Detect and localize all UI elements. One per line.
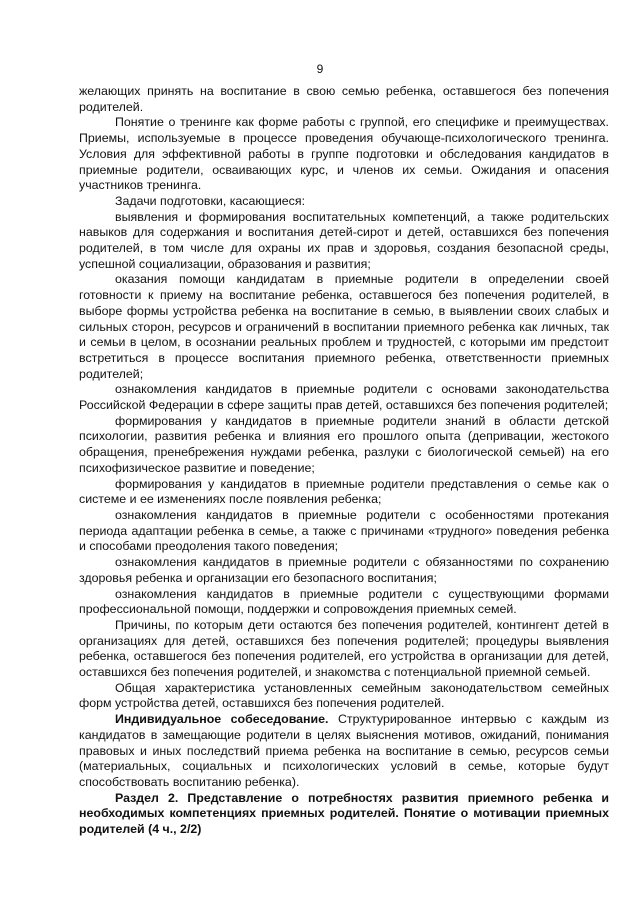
paragraph-interview (79, 712, 609, 791)
paragraph-training-concept: Понятие о тренинге как форме работы с группой, его специфике и преимуществах. Приемы, используемые в процессе проведения обучающе-психологического тренинга. Условия для эффективной работы в группе подготовки и обследования кандидатов в приемные родители, осваивающих курс, и членов их семьи. Ожидания и опасения участников тренинга. (79, 115, 609, 193)
paragraph-task-legislation: ознакомления кандидатов в приемные родители с основами законодательства Российской Федерации в сфере защиты прав детей, оставшихся без попечения родителей; (79, 382, 609, 413)
paragraph-task-health: ознакомления кандидатов в приемные родители с обязанностями по сохранению здоровья ребенка и организации его безопасного воспитания; (79, 555, 609, 585)
section-heading: Раздел 2. Представление о потребностях развития приемного ребенка и необходимых компетенциях приемных родителей. Понятие о мотивации приемных родителей (4 ч., 2/2) (79, 790, 609, 837)
page-content (79, 84, 609, 838)
paragraph-tasks-intro: Задачи подготовки, касающиеся: (115, 193, 306, 208)
paragraph-task-assistance: оказания помощи кандидатам в приемные родители в определении своей готовности к приему на воспитание ребенка, оставшегося без попечения родителей, в выборе формы устройства ребенка на воспитание в семью, в выявлении своих слабых и сильных сторон, ресурсов и ограничений в воспитании приемного ребенка как личных, так и семьи в целом, в осознании реальных проблем и трудностей, с которыми им предстоит встретиться в процессе воспитания приемного ребенка, ответственности приемных родителей; (79, 272, 609, 381)
paragraph-task-support: ознакомления кандидатов в приемные родители с существующими формами профессиональной помощи, поддержки и сопровождения приемных семей. (79, 586, 609, 617)
paragraph-task-family-system: формирования у кандидатов в приемные родители представления о семье как о системе и ее изменениях после появления ребенка; (79, 476, 609, 507)
paragraph-continuation: желающих принять на воспитание в свою семью ребенка, оставшегося без попечения родителей. (79, 84, 609, 114)
paragraph-task-competences: выявления и формирования воспитательных компетенций, а также родительских навыков для содержания и воспитания детей-сирот и детей, оставшихся без попечения родителей, в том числе для охраны их прав и здоровья, создания безопасной среды, успешной социализации, образования и развития; (79, 209, 609, 271)
interview-text: Структурированное интервью с каждым из кандидатов в замещающие родители в целях выяснения мотивов, ожиданий, понимания правовых и иных последствий приема ребенка на воспитание в семью, ресурсов семьи (материальных, социальных и психологических условий в семье, которые будут способствовать воспитанию ребенка). (79, 712, 609, 789)
interview-title: Индивидуальное собеседование. (115, 712, 329, 727)
paragraph-task-psychology: формирования у кандидатов в приемные родители знаний в области детской психологии, развития ребенка и влияния его прошлого опыта (депривации, жестокого обращения, пренебрежения нуждами ребенка, разлуки с биологической семьей) на его психофизическое развитие и поведение; (79, 413, 609, 475)
paragraph-reasons: Причины, по которым дети остаются без попечения родителей, контингент детей в организациях для детей, оставшихся без попечения родителей; процедуры выявления ребенка, оставшегося без попечения родителей, его устройства в организации для детей, оставшихся без попечения родителей, и знакомства с потенциальной приемной семьей. (79, 617, 609, 680)
page-number: 9 (316, 62, 324, 76)
paragraph-family-forms: Общая характеристика установленных семейным законодательством семейных форм устройства детей, оставшихся без попечения родителей. (79, 680, 609, 711)
paragraph-task-adaptation: ознакомления кандидатов в приемные родители с особенностями протекания периода адаптации ребенка в семье, а также с причинами «трудного» поведения ребенка и способами преодоления такого поведения; (79, 507, 609, 554)
